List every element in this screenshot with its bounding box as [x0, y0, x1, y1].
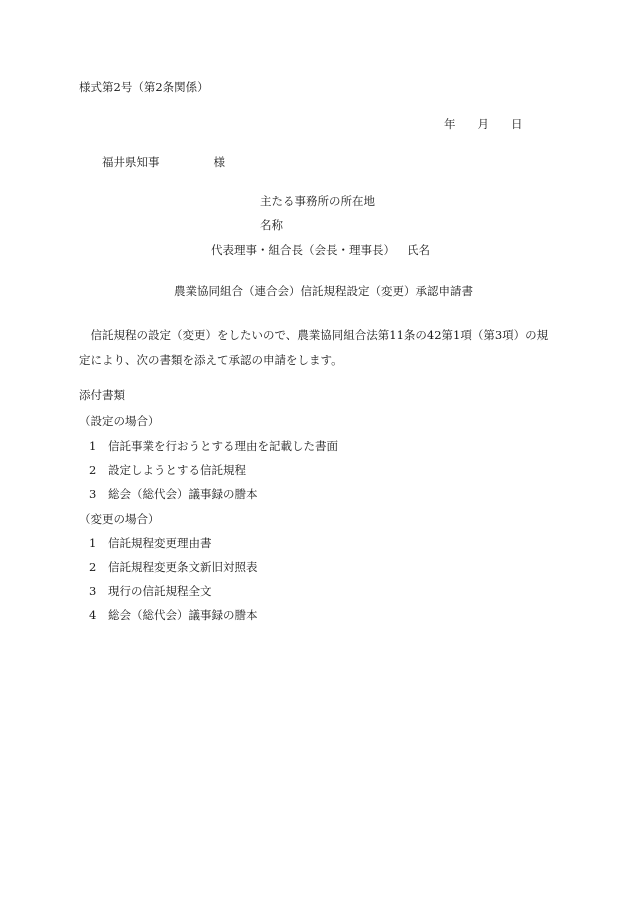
date-year-label: 年 [444, 117, 456, 131]
setting-case-label: （設定の場合） [79, 414, 160, 428]
addressee-honorific: 様 [213, 155, 225, 169]
item-text: 総会（総代会）議事録の謄本 [108, 487, 258, 501]
date-line [444, 119, 523, 131]
item-number: 3 [89, 584, 97, 598]
change-item [89, 538, 212, 550]
attachments-heading: 添付書類 [79, 388, 125, 402]
item-number: 1 [89, 536, 97, 550]
addressee-name: 福井県知事 [102, 155, 160, 169]
body-paragraph: 信託規程の設定（変更）をしたいので、農業協同組合法第11条の42第1項（第3項）の規定により、次の書類を添えて承認の申請をします。 [79, 328, 549, 367]
change-item [89, 562, 258, 574]
change-item [89, 586, 212, 598]
change-item [89, 610, 258, 622]
document-title: 農業協同組合（連合会）信託規程設定（変更）承認申請書 [174, 284, 473, 298]
item-text: 設定しようとする信託規程 [108, 463, 246, 477]
setting-item [89, 489, 258, 501]
item-number: 2 [89, 560, 97, 574]
addressee [102, 157, 225, 169]
item-text: 現行の信託規程全文 [108, 584, 212, 598]
applicant-address-label: 主たる事務所の所在地 [260, 194, 375, 208]
applicant-representative [211, 245, 430, 257]
representative-name-label: 氏名 [407, 243, 430, 257]
applicant-name-label: 名称 [260, 218, 283, 232]
form-number: 様式第2号（第2条関係） [79, 80, 209, 94]
item-text: 信託事業を行おうとする理由を記載した書面 [108, 439, 338, 453]
item-text: 信託規程変更条文新旧対照表 [108, 560, 258, 574]
change-case-label: （変更の場合） [79, 512, 160, 526]
representative-title-label: 代表理事・組合長（会長・理事長） [211, 243, 395, 257]
item-text: 総会（総代会）議事録の謄本 [108, 608, 258, 622]
date-day-label: 日 [511, 117, 523, 131]
setting-item [89, 441, 338, 453]
date-month-label: 月 [477, 117, 489, 131]
setting-item [89, 465, 246, 477]
item-number: 1 [89, 439, 97, 453]
item-number: 3 [89, 487, 97, 501]
item-text: 信託規程変更理由書 [108, 536, 212, 550]
item-number: 4 [89, 608, 97, 622]
item-number: 2 [89, 463, 97, 477]
